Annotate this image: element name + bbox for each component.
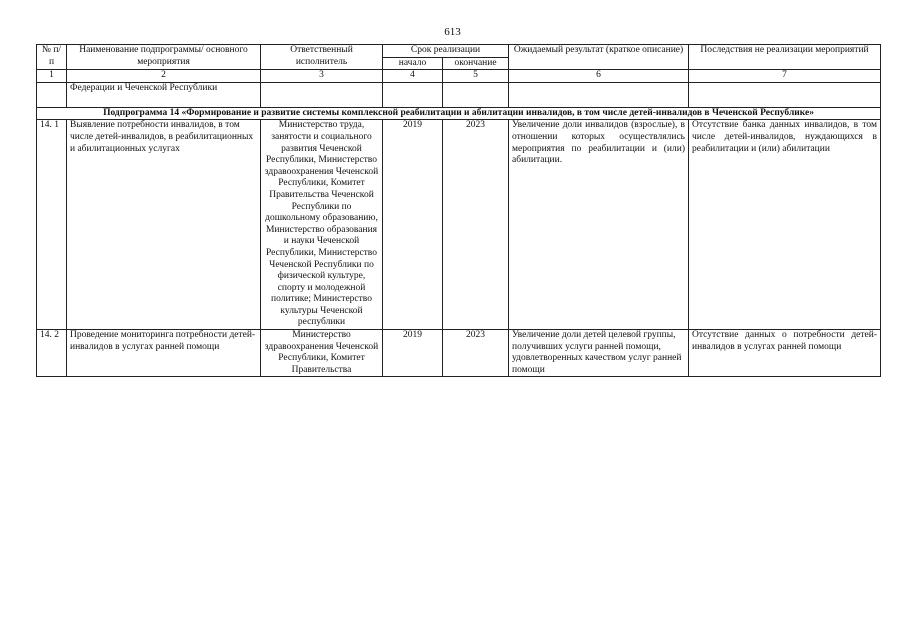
col-number: 2 (67, 70, 261, 83)
col-number: 7 (689, 70, 881, 83)
col-number: 5 (443, 70, 509, 83)
row-result: Увеличение доли инвалидов (взрослые), в отношении которых осуществлялись мероприятия по реабилитации и (или) абилитации. (509, 120, 689, 330)
header-num: № п/п (37, 45, 67, 70)
col-number: 4 (383, 70, 443, 83)
header-responsible: Ответственный исполнитель (261, 45, 383, 70)
row-name: Выявление потребности инвалидов, в том числе детей-инвалидов, в реабилитационных и абилитационных услугах (67, 120, 261, 330)
header-period: Срок реализации (383, 45, 509, 58)
row-num: 14. 2 (37, 330, 67, 377)
continued-row (37, 82, 881, 107)
row-consequences: Отсутствие банка данных инвалидов, в том числе детей-инвалидов, нуждающихся в реабилитации и (или) абилитации (689, 120, 881, 330)
column-number-row (37, 70, 881, 83)
row-responsible: Министерство здравоохранения Чеченской Республики, Комитет Правительства (261, 330, 383, 377)
table-row (37, 330, 881, 377)
row-num: 14. 1 (37, 120, 67, 330)
subprogram-title: Подпрограмма 14 «Формирование и развитие системы комплексной реабилитации и абилитации инвалидов, в том числе детей-инвалидов в Чеченской Республике» (37, 107, 881, 120)
col-number: 1 (37, 70, 67, 83)
col-number: 3 (261, 70, 383, 83)
table-row (37, 120, 881, 330)
header-consequences: Последствия не реализации мероприятий (689, 45, 881, 70)
header-end: окончание (443, 57, 509, 70)
header-start: начало (383, 57, 443, 70)
header-row (37, 45, 881, 58)
continued-name: Федерации и Чеченской Республики (67, 82, 261, 107)
measures-table (36, 44, 881, 377)
row-start: 2019 (383, 330, 443, 377)
page-number: 613 (444, 26, 461, 38)
row-start: 2019 (383, 120, 443, 330)
row-end: 2023 (443, 330, 509, 377)
subprogram-row (37, 107, 881, 120)
row-result: Увеличение доли детей целевой группы, получивших услуги ранней помощи, удовлетворенных качеством услуг ранней помощи (509, 330, 689, 377)
col-number: 6 (509, 70, 689, 83)
row-consequences: Отсутствие данных о потребности детей- инвалидов в услугах ранней помощи (689, 330, 881, 377)
header-name: Наименование подпрограммы/ основного мероприятия (67, 45, 261, 70)
row-responsible: Министерство труда, занятости и социального развития Чеченской Республики, Министерство здравоохранения Чеченской Республики, Комитет Правительства Чеченской Республики по дошкольному образованию, Министерство образования и науки Чеченской Республики, Министерство Чеченской Республики по физической культуре, спорту и молодежной политике; Министерство культуры Чеченской республики (261, 120, 383, 330)
row-end: 2023 (443, 120, 509, 330)
header-result: Ожидаемый результат (краткое описание) (509, 45, 689, 70)
row-name: Проведение мониторинга потребности детей- инвалидов в услугах ранней помощи (67, 330, 261, 377)
